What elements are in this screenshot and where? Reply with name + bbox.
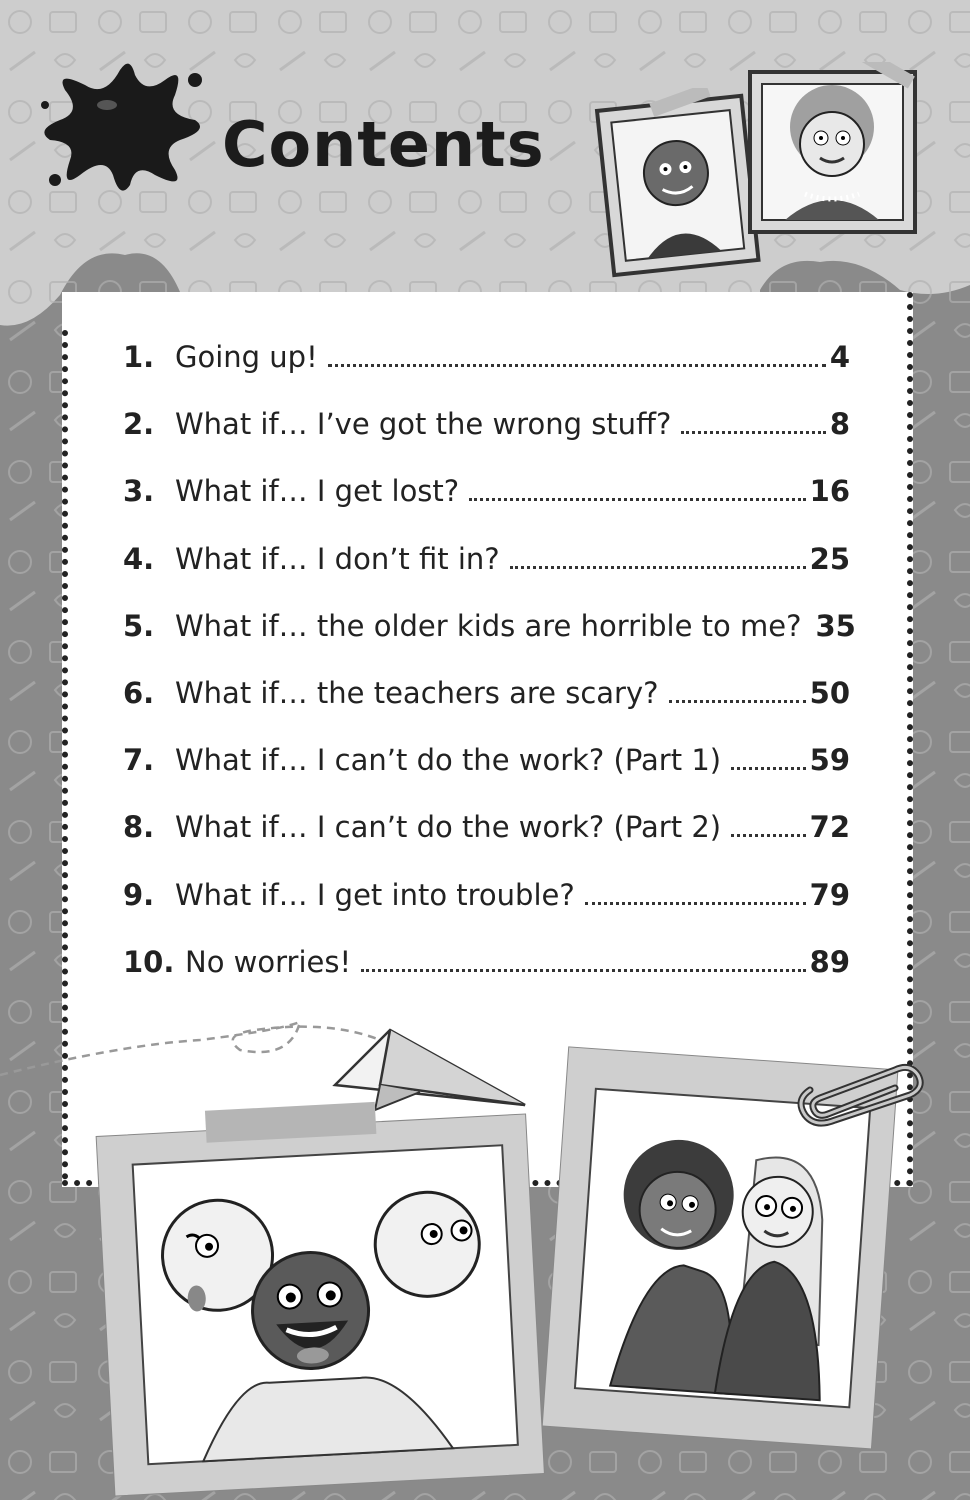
toc-leader: [361, 969, 806, 972]
toc-entry[interactable]: [123, 608, 856, 676]
page-title: Contents: [222, 108, 545, 181]
ink-splat-icon: [35, 50, 210, 200]
toc-page: 59: [809, 743, 850, 778]
toc-entry[interactable]: [123, 542, 850, 609]
toc-leader: [469, 498, 805, 501]
toc-leader: [681, 431, 825, 434]
toc-title: What if… the teachers are scary?: [175, 675, 659, 710]
toc-title: Going up!: [175, 340, 318, 374]
toc-entry[interactable]: [123, 878, 850, 945]
toc-page: 79: [809, 877, 850, 912]
toc-title: What if… I’ve got the wrong stuff?: [175, 407, 672, 442]
toc-title: What if… the older kids are horrible to me?: [175, 608, 802, 643]
toc-number: 6.: [123, 675, 155, 710]
toc-leader: [510, 566, 806, 569]
toc-number: 4.: [123, 541, 155, 576]
toc-leader: [585, 902, 806, 905]
toc-number: 2.: [123, 407, 155, 442]
toc-entry[interactable]: [123, 676, 850, 743]
toc-number: 1.: [123, 340, 155, 374]
toc-number: 10.: [123, 944, 175, 979]
toc-entry[interactable]: [123, 810, 850, 877]
toc-number: 7.: [123, 743, 155, 778]
toc-page: 25: [809, 541, 850, 576]
toc-title: No worries!: [185, 944, 352, 979]
toc-entry[interactable]: [123, 743, 850, 810]
toc-leader: [328, 364, 826, 367]
toc-page: 50: [809, 675, 850, 710]
toc-entry[interactable]: [123, 407, 850, 474]
toc-page: 16: [809, 474, 850, 509]
toc-number: 5.: [123, 608, 155, 643]
toc-title: What if… I get into trouble?: [175, 877, 575, 912]
toc-entry[interactable]: [123, 340, 850, 407]
toc-page: 35: [815, 608, 856, 643]
toc-title: What if… I can’t do the work? (Part 1): [175, 743, 722, 778]
toc-page: 72: [809, 810, 850, 845]
toc-number: 9.: [123, 877, 155, 912]
toc-page: 89: [809, 944, 850, 979]
toc-leader: [731, 834, 806, 837]
toc-leader: [669, 700, 806, 703]
toc-entry[interactable]: [123, 474, 850, 541]
toc-number: 8.: [123, 810, 155, 845]
portrait-frame-man: [590, 88, 765, 278]
photo-three-boys: [85, 1100, 555, 1500]
toc-title: What if… I get lost?: [175, 474, 460, 509]
toc-number: 3.: [123, 474, 155, 509]
portrait-frame-woman: [740, 62, 930, 242]
toc-title: What if… I don’t fit in?: [175, 541, 500, 576]
table-of-contents: [123, 340, 856, 1012]
toc-leader: [731, 767, 806, 770]
toc-page: 8: [829, 407, 850, 442]
toc-title: What if… I can’t do the work? (Part 2): [175, 810, 722, 845]
toc-page: 4: [829, 340, 850, 374]
paperclip-icon: [790, 1060, 930, 1150]
